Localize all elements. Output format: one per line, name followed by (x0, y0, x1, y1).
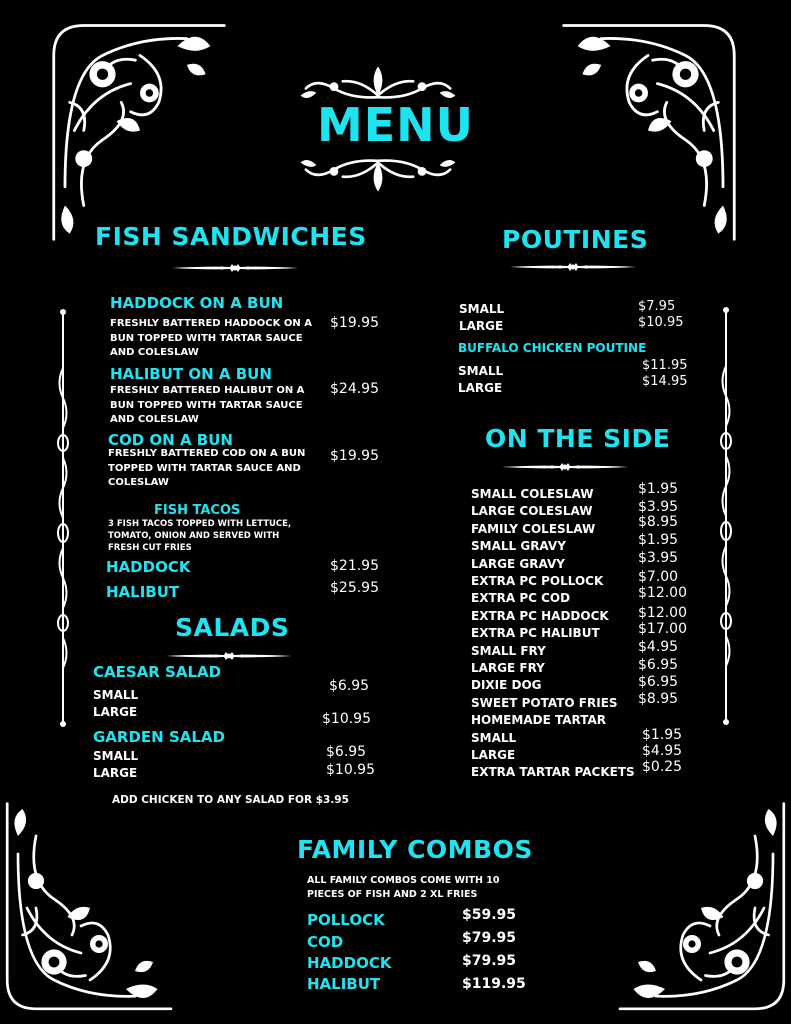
combo-halibut-name: HALIBUT (307, 975, 381, 993)
side-item-name: DIXIE DOG (471, 678, 542, 693)
on-the-side-heading: ON THE SIDE (485, 424, 671, 453)
side-item-name: FAMILY COLESLAW (471, 521, 596, 536)
halibut-bun-price: $24.95 (330, 381, 379, 397)
side-item-price: $8.95 (638, 691, 679, 707)
tacos-halibut-name: HALIBUT (106, 583, 180, 601)
buffalo-small-price: $11.95 (642, 358, 688, 373)
caesar-small-price: $6.95 (329, 678, 370, 694)
side-item-name: EXTRA PC POLLOCK (471, 574, 604, 588)
side-items-list (471, 483, 711, 783)
garden-large-label: LARGE (93, 766, 138, 780)
salads-divider (164, 650, 294, 662)
caesar-small-label: SMALL (93, 688, 139, 702)
side-item-price: $8.95 (638, 514, 679, 530)
side-item-name: SMALL (471, 730, 517, 745)
caesar-salad-name: CAESAR SALAD (93, 663, 222, 681)
side-row (471, 483, 593, 502)
side-item-price: $3.95 (638, 499, 679, 515)
haddock-bun-name: HADDOCK ON A BUN (110, 294, 284, 312)
side-item-name: EXTRA TARTAR PACKETS (471, 765, 635, 780)
combo-cod-price: $79.95 (462, 930, 517, 946)
side-item-name: SMALL GRAVY (471, 539, 566, 554)
side-item-name: LARGE (471, 748, 516, 762)
side-item-name: HOMEMADE TARTAR (471, 713, 606, 728)
side-item-price: $4.95 (638, 639, 679, 655)
garden-large-price: $10.95 (326, 762, 375, 778)
cod-bun-price: $19.95 (330, 448, 379, 464)
combo-cod-name: COD (307, 933, 344, 951)
side-item-price: $4.95 (642, 743, 683, 759)
poutine-large-label: LARGE (459, 319, 504, 333)
combo-haddock-price: $79.95 (462, 953, 517, 969)
garden-small-price: $6.95 (326, 744, 367, 760)
corner-ornament-bottom-left (0, 798, 180, 1018)
combo-pollock-name: POLLOCK (307, 911, 385, 929)
poutines-divider (508, 261, 638, 273)
garden-small-label: SMALL (93, 749, 139, 763)
fish-tacos-desc: 3 FISH TACOS TOPPED WITH LETTUCE, TOMATO, ONION AND SERVED WITH FRESH CUT FRIES (108, 519, 292, 553)
poutine-large-price: $10.95 (638, 315, 684, 330)
on-the-side-divider (500, 461, 630, 473)
caesar-large-label: LARGE (93, 705, 138, 719)
combo-haddock-name: HADDOCK (307, 954, 392, 972)
halibut-bun-desc: FRESHLY BATTERED HALIBUT ON A BUN TOPPED WITH TARTAR SAUCE AND COLESLAW (110, 385, 305, 425)
poutine-small-label: SMALL (459, 302, 505, 316)
side-item-price: $3.95 (638, 550, 679, 566)
caesar-large-price: $10.95 (322, 711, 371, 727)
salads-heading: SALADS (175, 613, 290, 642)
side-item-name: EXTRA PC HALIBUT (471, 626, 600, 641)
side-item-price: $6.95 (638, 657, 679, 673)
combo-halibut-price: $119.95 (462, 976, 526, 992)
haddock-bun-desc: FRESHLY BATTERED HADDOCK ON A BUN TOPPED WITH TARTAR SAUCE AND COLESLAW (110, 318, 312, 358)
tacos-haddock-price: $21.95 (330, 558, 379, 574)
buffalo-large-label: LARGE (458, 381, 503, 395)
side-item-price: $17.00 (638, 621, 687, 637)
cod-bun-desc: FRESHLY BATTERED COD ON A BUN TOPPED WITH TARTAR SAUCE AND COLESLAW (108, 448, 306, 488)
side-item-name: SMALL FRY (471, 643, 546, 658)
garden-salad-name: GARDEN SALAD (93, 728, 225, 746)
family-combos-heading: FAMILY COMBOS (297, 835, 533, 864)
side-item-price: $1.95 (638, 481, 679, 497)
buffalo-small-label: SMALL (458, 364, 504, 378)
vertical-divider-right (719, 306, 733, 726)
vertical-divider-left (56, 308, 70, 728)
side-item-price: $7.00 (638, 569, 679, 585)
poutine-small-price: $7.95 (638, 299, 676, 314)
fish-tacos-name: FISH TACOS (154, 503, 241, 518)
side-item-price: $12.00 (638, 585, 687, 601)
corner-ornament-bottom-right (611, 798, 791, 1018)
fish-sandwiches-divider (170, 262, 300, 274)
fish-sandwiches-heading: FISH SANDWICHES (95, 222, 367, 251)
side-item-price: $12.00 (638, 605, 687, 621)
side-item-name: LARGE COLESLAW (471, 504, 593, 519)
tacos-halibut-price: $25.95 (330, 580, 379, 596)
halibut-bun-name: HALIBUT ON A BUN (110, 365, 272, 383)
menu-title: MENU (316, 98, 475, 152)
side-item-price: $6.95 (638, 674, 679, 690)
side-item-name: LARGE GRAVY (471, 556, 565, 571)
side-item-price: $1.95 (638, 532, 679, 548)
tacos-haddock-name: HADDOCK (106, 558, 191, 576)
salad-chicken-note: ADD CHICKEN TO ANY SALAD FOR $3.95 (112, 794, 349, 806)
side-item-name: SWEET POTATO FRIES (471, 695, 618, 710)
combo-pollock-price: $59.95 (462, 907, 517, 923)
side-item-price: $0.25 (642, 759, 683, 775)
side-item-name: LARGE FRY (471, 661, 545, 675)
side-item-name: EXTRA PC COD (471, 591, 571, 606)
title-flourish-bottom (288, 152, 468, 196)
buffalo-poutine-name: BUFFALO CHICKEN POUTINE (458, 341, 647, 355)
side-item-name: SMALL COLESLAW (471, 487, 594, 501)
buffalo-large-price: $14.95 (642, 374, 688, 389)
cod-bun-name: COD ON A BUN (108, 431, 233, 449)
side-item-name: EXTRA PC HADDOCK (471, 608, 609, 623)
haddock-bun-price: $19.95 (330, 315, 379, 331)
poutines-heading: POUTINES (502, 225, 649, 254)
family-combos-desc: ALL FAMILY COMBOS COME WITH 10 PIECES OF FISH AND 2 XL FRIES (307, 875, 500, 900)
side-item-price: $1.95 (642, 727, 683, 743)
